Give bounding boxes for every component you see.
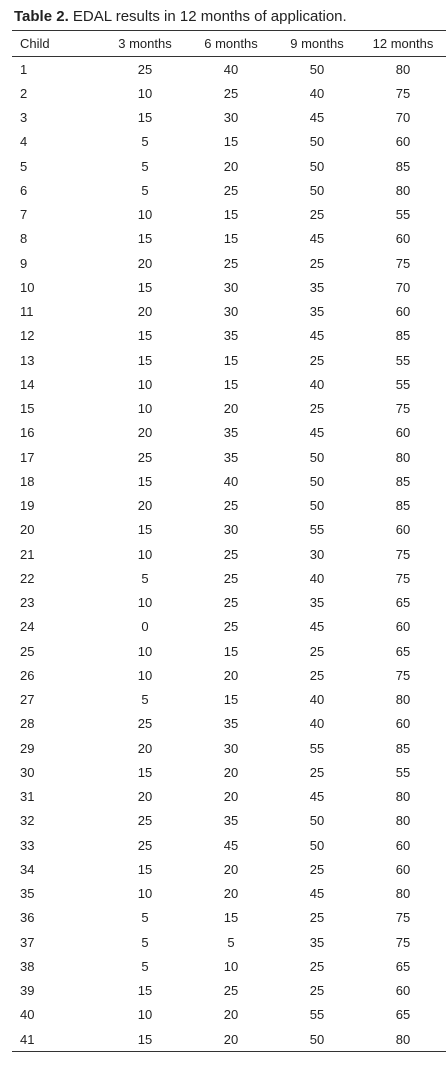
table-caption-text: EDAL results in 12 months of application. (68, 8, 347, 25)
month-12-cell: 60 (395, 134, 411, 150)
month-6-cell: 20 (223, 667, 239, 683)
month-12-cell: 80 (395, 886, 411, 902)
table-row (12, 736, 446, 760)
month-12-cell: 60 (395, 304, 411, 320)
table-row (12, 566, 446, 590)
table-caption-label: Table 2. (14, 8, 69, 25)
month-6-cell: 15 (223, 910, 239, 926)
table-row (12, 688, 446, 712)
month-12-cell: 85 (395, 498, 411, 514)
month-9-cell: 55 (309, 522, 325, 538)
month-3-cell: 20 (137, 255, 153, 271)
month-12-cell: 60 (395, 231, 411, 247)
table-row (12, 227, 446, 251)
child-cell: 34 (20, 861, 35, 877)
table-row (12, 348, 446, 372)
header-row (12, 31, 446, 57)
month-3-cell: 20 (137, 425, 153, 441)
month-9-cell: 25 (309, 667, 325, 683)
child-cell: 26 (20, 667, 35, 683)
month-6-cell: 45 (223, 837, 239, 853)
table-row (12, 130, 446, 154)
month-3-cell: 15 (137, 983, 153, 999)
month-6-cell: 20 (223, 1031, 239, 1047)
month-9-cell: 40 (309, 716, 325, 732)
month-12-cell: 75 (395, 255, 411, 271)
month-12-cell: 75 (395, 546, 411, 562)
month-6-cell: 35 (223, 813, 239, 829)
child-cell: 22 (20, 570, 35, 586)
month-9-cell: 45 (309, 328, 325, 344)
child-cell: 20 (20, 522, 35, 538)
month-3-cell: 20 (137, 498, 153, 514)
month-12-cell: 65 (395, 643, 411, 659)
child-cell: 10 (20, 279, 35, 295)
month-3-cell: 5 (141, 910, 149, 926)
month-3-cell: 15 (137, 764, 153, 780)
month-12-cell: 75 (395, 401, 411, 417)
month-12-cell: 85 (395, 473, 411, 489)
month-9-cell: 25 (309, 861, 325, 877)
table-row (12, 275, 446, 299)
header-9-months: 9 months (290, 36, 344, 51)
month-9-cell: 50 (309, 61, 325, 77)
table-row (12, 639, 446, 663)
month-12-cell: 55 (395, 352, 411, 368)
child-cell: 3 (20, 110, 28, 126)
month-9-cell: 50 (309, 158, 325, 174)
month-9-cell: 45 (309, 886, 325, 902)
month-6-cell: 30 (223, 522, 239, 538)
month-3-cell: 15 (137, 110, 153, 126)
month-12-cell: 65 (395, 958, 411, 974)
table-row (12, 663, 446, 687)
month-6-cell: 40 (223, 473, 239, 489)
table-row (12, 809, 446, 833)
month-12-cell: 65 (395, 595, 411, 611)
header-6-months: 6 months (204, 36, 258, 51)
table-row (12, 154, 446, 178)
child-cell: 1 (20, 61, 28, 77)
month-6-cell: 35 (223, 425, 239, 441)
month-9-cell: 25 (309, 764, 325, 780)
table-caption (14, 8, 347, 26)
month-9-cell: 45 (309, 619, 325, 635)
month-9-cell: 50 (309, 837, 325, 853)
month-9-cell: 45 (309, 789, 325, 805)
child-cell: 9 (20, 255, 28, 271)
month-3-cell: 5 (141, 958, 149, 974)
table-row (12, 857, 446, 881)
month-6-cell: 25 (223, 255, 239, 271)
month-6-cell: 15 (223, 352, 239, 368)
child-cell: 11 (20, 304, 34, 320)
month-3-cell: 10 (137, 401, 153, 417)
child-cell: 17 (20, 449, 35, 465)
month-12-cell: 60 (395, 983, 411, 999)
month-9-cell: 40 (309, 692, 325, 708)
month-6-cell: 25 (223, 595, 239, 611)
month-6-cell: 30 (223, 740, 239, 756)
month-9-cell: 50 (309, 449, 325, 465)
table-row (12, 1003, 446, 1027)
month-3-cell: 25 (137, 449, 153, 465)
month-9-cell: 35 (309, 934, 325, 950)
table-row (12, 615, 446, 639)
child-cell: 37 (20, 934, 35, 950)
month-3-cell: 5 (141, 158, 149, 174)
table-row (12, 712, 446, 736)
month-6-cell: 15 (223, 207, 239, 223)
month-6-cell: 25 (223, 546, 239, 562)
month-9-cell: 35 (309, 304, 325, 320)
month-6-cell: 15 (223, 134, 239, 150)
month-12-cell: 85 (395, 328, 411, 344)
month-3-cell: 15 (137, 1031, 153, 1047)
month-3-cell: 10 (137, 207, 153, 223)
month-6-cell: 20 (223, 1007, 239, 1023)
month-6-cell: 40 (223, 61, 239, 77)
child-cell: 21 (20, 546, 35, 562)
month-9-cell: 45 (309, 231, 325, 247)
month-9-cell: 25 (309, 643, 325, 659)
header-12-months: 12 months (372, 36, 434, 51)
month-3-cell: 10 (137, 376, 153, 392)
month-9-cell: 25 (309, 207, 325, 223)
month-12-cell: 55 (395, 207, 411, 223)
table-row (12, 494, 446, 518)
month-9-cell: 25 (309, 352, 325, 368)
table-row (12, 203, 446, 227)
month-3-cell: 15 (137, 231, 153, 247)
month-3-cell: 20 (137, 789, 153, 805)
month-9-cell: 50 (309, 473, 325, 489)
month-12-cell: 55 (395, 376, 411, 392)
month-3-cell: 15 (137, 279, 153, 295)
child-cell: 25 (20, 643, 35, 659)
edal-results-table (12, 30, 446, 1052)
month-12-cell: 60 (395, 837, 411, 853)
month-9-cell: 25 (309, 255, 325, 271)
month-12-cell: 85 (395, 158, 411, 174)
child-cell: 18 (20, 473, 35, 489)
child-cell: 35 (20, 886, 35, 902)
child-cell: 23 (20, 595, 35, 611)
month-6-cell: 30 (223, 110, 239, 126)
month-12-cell: 70 (395, 279, 411, 295)
month-12-cell: 80 (395, 1031, 411, 1047)
month-12-cell: 75 (395, 85, 411, 101)
month-9-cell: 45 (309, 425, 325, 441)
month-6-cell: 20 (223, 401, 239, 417)
month-6-cell: 15 (223, 643, 239, 659)
month-3-cell: 0 (141, 619, 149, 635)
month-6-cell: 35 (223, 716, 239, 732)
table-row (12, 251, 446, 275)
month-6-cell: 20 (223, 861, 239, 877)
table-row (12, 469, 446, 493)
table-row (12, 1027, 446, 1052)
month-6-cell: 20 (223, 158, 239, 174)
header-3-months: 3 months (118, 36, 172, 51)
table-row (12, 542, 446, 566)
month-3-cell: 10 (137, 886, 153, 902)
month-3-cell: 10 (137, 85, 153, 101)
month-3-cell: 5 (141, 934, 149, 950)
child-cell: 13 (20, 352, 35, 368)
table-row (12, 930, 446, 954)
month-6-cell: 25 (223, 182, 239, 198)
month-9-cell: 40 (309, 85, 325, 101)
month-9-cell: 25 (309, 958, 325, 974)
month-9-cell: 25 (309, 983, 325, 999)
table-row (12, 760, 446, 784)
child-cell: 28 (20, 716, 35, 732)
month-3-cell: 15 (137, 473, 153, 489)
table-row (12, 882, 446, 906)
table-row (12, 81, 446, 105)
child-cell: 14 (20, 376, 35, 392)
month-6-cell: 25 (223, 498, 239, 514)
month-9-cell: 55 (309, 740, 325, 756)
month-3-cell: 5 (141, 134, 149, 150)
child-cell: 19 (20, 498, 35, 514)
month-9-cell: 40 (309, 570, 325, 586)
child-cell: 39 (20, 983, 35, 999)
month-3-cell: 10 (137, 1007, 153, 1023)
child-cell: 31 (20, 789, 35, 805)
month-9-cell: 30 (309, 546, 325, 562)
month-3-cell: 5 (141, 692, 149, 708)
month-9-cell: 25 (309, 401, 325, 417)
month-12-cell: 75 (395, 910, 411, 926)
month-9-cell: 35 (309, 279, 325, 295)
month-6-cell: 20 (223, 886, 239, 902)
child-cell: 12 (20, 328, 35, 344)
month-3-cell: 25 (137, 837, 153, 853)
month-3-cell: 15 (137, 352, 153, 368)
child-cell: 36 (20, 910, 35, 926)
month-12-cell: 75 (395, 934, 411, 950)
month-9-cell: 50 (309, 134, 325, 150)
month-9-cell: 35 (309, 595, 325, 611)
month-3-cell: 10 (137, 546, 153, 562)
table-row (12, 954, 446, 978)
table-row (12, 445, 446, 469)
child-cell: 2 (20, 85, 28, 101)
child-cell: 15 (20, 401, 35, 417)
month-6-cell: 20 (223, 789, 239, 805)
month-3-cell: 25 (137, 813, 153, 829)
table-row (12, 591, 446, 615)
month-6-cell: 35 (223, 449, 239, 465)
month-12-cell: 80 (395, 61, 411, 77)
month-6-cell: 30 (223, 304, 239, 320)
month-6-cell: 5 (227, 934, 235, 950)
child-cell: 24 (20, 619, 35, 635)
child-cell: 32 (20, 813, 35, 829)
table-header (12, 31, 446, 57)
month-6-cell: 25 (223, 983, 239, 999)
month-12-cell: 75 (395, 667, 411, 683)
month-9-cell: 50 (309, 498, 325, 514)
month-6-cell: 15 (223, 231, 239, 247)
month-9-cell: 40 (309, 376, 325, 392)
month-12-cell: 55 (395, 764, 411, 780)
header-child: Child (20, 36, 50, 51)
month-6-cell: 25 (223, 570, 239, 586)
month-3-cell: 25 (137, 61, 153, 77)
child-cell: 30 (20, 764, 35, 780)
month-12-cell: 75 (395, 570, 411, 586)
table-row (12, 372, 446, 396)
month-6-cell: 25 (223, 619, 239, 635)
month-3-cell: 25 (137, 716, 153, 732)
month-9-cell: 50 (309, 813, 325, 829)
table-body (12, 57, 446, 1052)
child-cell: 40 (20, 1007, 35, 1023)
month-12-cell: 80 (395, 692, 411, 708)
month-6-cell: 20 (223, 764, 239, 780)
month-6-cell: 35 (223, 328, 239, 344)
table-row (12, 178, 446, 202)
month-3-cell: 15 (137, 861, 153, 877)
month-3-cell: 10 (137, 667, 153, 683)
child-cell: 16 (20, 425, 35, 441)
month-6-cell: 25 (223, 85, 239, 101)
month-12-cell: 60 (395, 716, 411, 732)
month-12-cell: 85 (395, 740, 411, 756)
table-row (12, 106, 446, 130)
child-cell: 33 (20, 837, 35, 853)
month-3-cell: 5 (141, 570, 149, 586)
month-12-cell: 60 (395, 522, 411, 538)
table-row (12, 57, 446, 82)
table-row (12, 421, 446, 445)
month-9-cell: 50 (309, 1031, 325, 1047)
month-12-cell: 60 (395, 861, 411, 877)
table-row (12, 833, 446, 857)
month-12-cell: 65 (395, 1007, 411, 1023)
month-9-cell: 45 (309, 110, 325, 126)
child-cell: 8 (20, 231, 28, 247)
month-9-cell: 25 (309, 910, 325, 926)
month-9-cell: 55 (309, 1007, 325, 1023)
month-12-cell: 80 (395, 449, 411, 465)
child-cell: 7 (20, 207, 28, 223)
table-row (12, 397, 446, 421)
month-12-cell: 70 (395, 110, 411, 126)
month-3-cell: 5 (141, 182, 149, 198)
child-cell: 29 (20, 740, 35, 756)
table-row (12, 979, 446, 1003)
month-3-cell: 15 (137, 522, 153, 538)
child-cell: 5 (20, 158, 28, 174)
child-cell: 38 (20, 958, 35, 974)
month-6-cell: 10 (223, 958, 239, 974)
month-6-cell: 15 (223, 376, 239, 392)
table-row (12, 785, 446, 809)
month-3-cell: 10 (137, 595, 153, 611)
child-cell: 27 (20, 692, 35, 708)
month-12-cell: 80 (395, 182, 411, 198)
table-row (12, 906, 446, 930)
month-12-cell: 60 (395, 425, 411, 441)
table-row (12, 518, 446, 542)
month-3-cell: 20 (137, 304, 153, 320)
month-6-cell: 30 (223, 279, 239, 295)
child-cell: 41 (20, 1031, 35, 1047)
child-cell: 6 (20, 182, 28, 198)
month-3-cell: 20 (137, 740, 153, 756)
child-cell: 4 (20, 134, 28, 150)
month-3-cell: 10 (137, 643, 153, 659)
month-12-cell: 80 (395, 789, 411, 805)
month-6-cell: 15 (223, 692, 239, 708)
month-3-cell: 15 (137, 328, 153, 344)
month-12-cell: 60 (395, 619, 411, 635)
table-row (12, 324, 446, 348)
month-12-cell: 80 (395, 813, 411, 829)
month-9-cell: 50 (309, 182, 325, 198)
table-row (12, 300, 446, 324)
